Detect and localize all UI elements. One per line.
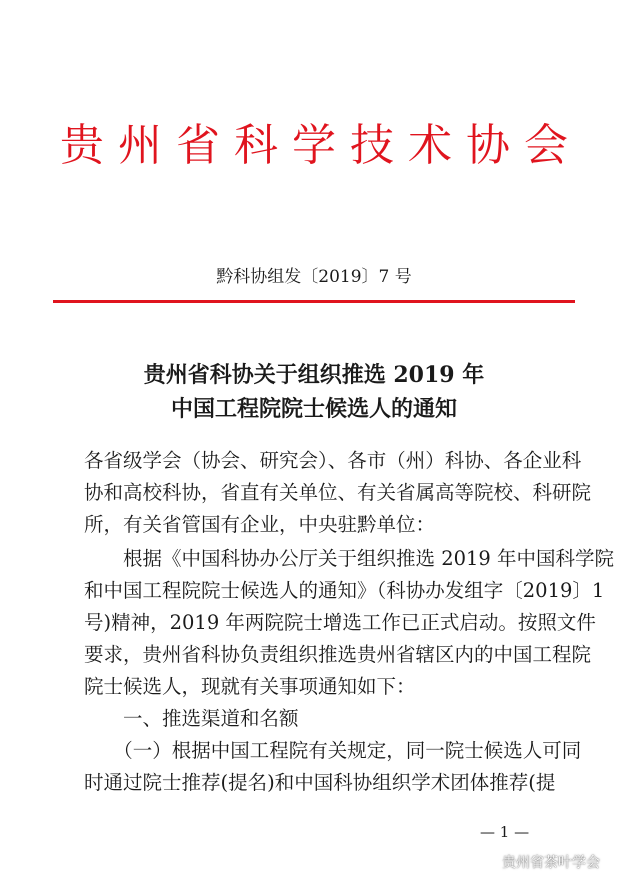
body-line: 院士候选人，现就有关事项通知如下： <box>84 675 416 698</box>
page-number: — 1 — <box>480 823 530 841</box>
watermark <box>478 848 600 876</box>
red-divider <box>53 300 575 303</box>
body-line: 根据《中国科协办公厅关于组织推选 2019 年中国科学院 <box>84 547 615 570</box>
body-line: 所，有关省管国有企业，中央驻黔单位： <box>84 513 436 536</box>
body-line: 要求，贵州省科协负责组织推选贵州省辖区内的中国工程院 <box>84 643 592 666</box>
notice-title-line-1: 贵州省科协关于组织推选 2019 年 <box>143 362 485 388</box>
body-line: （一）根据中国工程院有关规定，同一院士候选人可同 <box>84 739 582 762</box>
wechat-icon <box>478 854 498 870</box>
notice-title-line-2: 中国工程院院士候选人的通知 <box>170 396 457 422</box>
body-line: 号)精神，2019 年两院院士增选工作已正式启动。按照文件 <box>84 611 596 634</box>
document-number: 黔科协组发〔2019〕7 号 <box>216 267 412 287</box>
body-line: 一、推选渠道和名额 <box>84 707 299 730</box>
body-line: 各省级学会（协会、研究会）、各市（州）科协、各企业科 <box>84 449 582 472</box>
body-line: 时通过院士推荐(提名)和中国科协组织学术团体推荐(提 <box>84 771 556 794</box>
org-masthead: 贵州省科学技术协会 <box>60 120 582 171</box>
body-line: 协和高校科协，省直有关单位、有关省属高等院校、科研院 <box>84 481 592 504</box>
watermark-text: 贵州省茶叶学会 <box>502 855 600 871</box>
body-line: 和中国工程院院士候选人的通知》（科协办发组字〔2019〕1 <box>84 579 605 602</box>
